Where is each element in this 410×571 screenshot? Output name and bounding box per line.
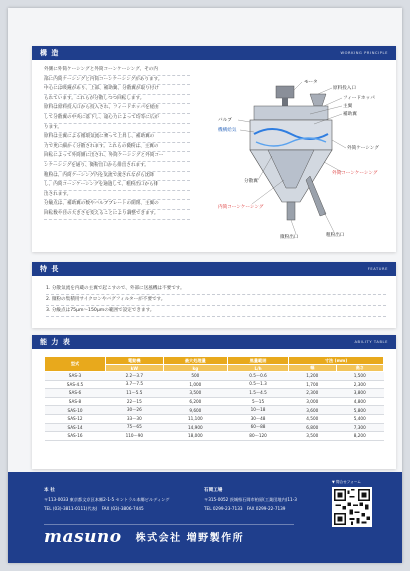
- features-title-en: FEATURE: [367, 267, 388, 271]
- table-cell: SAS-14: [45, 423, 106, 432]
- table-cell: 5,800: [336, 406, 383, 415]
- classifier-diagram: [214, 76, 394, 248]
- table-row: [45, 389, 384, 398]
- unit-airflow: L/h: [228, 365, 289, 372]
- label-main-blade: 主翼: [343, 104, 353, 109]
- company-name: 株式会社 増野製作所: [135, 533, 245, 544]
- col-dimensions: 寸法 (mm): [289, 357, 384, 365]
- table-cell: 80〜120: [228, 432, 289, 441]
- label-feed-inlet: 原料投入口: [333, 86, 356, 91]
- table-cell: 6,800: [289, 423, 336, 432]
- principle-line: 力で更に細かく分散されます。これらの微粉は、主翼の: [44, 143, 190, 153]
- principle-line: 回転数や径の大きさを変えることにより調整できます。: [44, 210, 190, 220]
- principle-title: 構 造: [40, 49, 60, 57]
- table-row: [45, 372, 384, 381]
- factory-title: 石岡工場: [204, 488, 223, 493]
- qr-label: ▼ 問合せフォーム: [332, 480, 361, 484]
- table-row: [45, 380, 384, 389]
- label-coarse-outlet: 粗粉出口: [326, 233, 345, 238]
- table-row: [45, 414, 384, 423]
- label-outer-cone: 外筒コーンケーシング: [332, 171, 378, 176]
- capacity-table: [44, 356, 384, 441]
- table-cell: 22〜15: [106, 397, 164, 406]
- capacity-title: 能 力 表: [40, 338, 71, 346]
- table-cell: 60〜88: [228, 423, 289, 432]
- hq-address: 〒113-0033 東京都文京区本郷2-1-5 セントラル本郷ビルディング: [44, 497, 170, 502]
- features-header: [32, 262, 396, 276]
- features-title: 特 長: [40, 265, 60, 273]
- table-cell: 3,500: [163, 389, 227, 398]
- principle-line: ンケーシングを通り、微粉出口から排出されます。: [44, 162, 190, 172]
- table-cell: 2,300: [289, 389, 336, 398]
- principle-line: 外側に外筒ケーシングと外筒コーンケーシング、その内: [44, 66, 190, 76]
- table-cell: 30〜48: [228, 414, 289, 423]
- features-list: [32, 276, 396, 317]
- table-cell: 2.2〜3.7: [106, 372, 164, 381]
- table-cell: 2,300: [336, 380, 383, 389]
- table-cell: SAS-3: [45, 372, 106, 381]
- principle-section: [32, 46, 396, 252]
- hq-phone: TEL (03)-3811-0111(代表) FAX (03)-3806-7445: [44, 506, 144, 511]
- table-cell: 75〜65: [106, 423, 164, 432]
- footer: [8, 472, 402, 563]
- table-cell: 11〜5.5: [106, 389, 164, 398]
- table-cell: 4,500: [289, 414, 336, 423]
- table-cell: 3,800: [336, 389, 383, 398]
- principle-line: 中心には吸鐘があり、上部、補助翼、分散翼が取り付け: [44, 85, 190, 95]
- label-valve: バルブ: [218, 118, 232, 123]
- shaft-shape: [282, 98, 288, 106]
- principle-header: [32, 46, 396, 60]
- principle-line: 原料は原料投入口から投入され、フィードホッパを経由: [44, 104, 190, 114]
- col-motor: 電動機: [106, 357, 164, 365]
- hq-title: 本 社: [44, 488, 55, 493]
- label-aux-blade: 補助翼: [343, 112, 357, 117]
- principle-line: して分散翼の中央に落下し、遠心力によって均等に広が: [44, 114, 190, 124]
- factory-phone: TEL 0299-23-7133 FAX 0299-22-7139: [204, 506, 286, 511]
- principle-line: 粗粉は、内筒ケーシング内を気流で流されながら沈降: [44, 172, 190, 182]
- table-cell: 33〜30: [106, 414, 164, 423]
- table-cell: 5,400: [336, 414, 383, 423]
- masuno-logo: masuno: [44, 526, 122, 547]
- principle-text: [44, 66, 190, 220]
- table-cell: 6,200: [163, 397, 227, 406]
- col-width: 幅: [289, 365, 336, 372]
- principle-line: 原料は主翼による循環気流に乗って上昇し、補助翼の: [44, 133, 190, 143]
- table-cell: 3,600: [289, 406, 336, 415]
- table-cell: 30〜26: [106, 406, 164, 415]
- table-cell: SAS-12: [45, 414, 106, 423]
- table-cell: 0.5〜1.3: [228, 380, 289, 389]
- principle-line: られています。これらが分散しつつ回転します。: [44, 95, 190, 105]
- capacity-section: [32, 335, 396, 469]
- feature-item: 3. 分級点は75μm〜150μmの範囲で設定できます。: [46, 306, 386, 317]
- table-cell: 4,800: [336, 397, 383, 406]
- motor-shape: [276, 86, 294, 98]
- table-cell: SAS-10: [45, 406, 106, 415]
- table-cell: 5〜15: [228, 397, 289, 406]
- col-max-capacity: 最大処理量: [163, 357, 227, 365]
- capacity-title-en: ABILITY TABLE: [354, 340, 388, 344]
- col-height: 高さ: [336, 365, 383, 372]
- table-cell: 11,100: [163, 414, 227, 423]
- table-cell: SAS-4.5: [45, 380, 106, 389]
- table-cell: 10〜18: [228, 406, 289, 415]
- capacity-header: [32, 335, 396, 349]
- factory-address: 〒315-0052 茨城県石岡市柏原(工業団地内)11-3: [204, 497, 297, 502]
- fine-outlet-pipe: [306, 176, 326, 216]
- table-row: [45, 397, 384, 406]
- label-fine-outlet: 微粉出口: [280, 235, 299, 240]
- label-outer-casing: 外筒ケーシング: [347, 146, 379, 151]
- table-cell: 1.5〜4.5: [228, 389, 289, 398]
- principle-line: 分級点は、補助翼の数やバルブプレートの開閉、主翼の: [44, 200, 190, 210]
- table-cell: 3,500: [289, 432, 336, 441]
- table-cell: 8,200: [336, 432, 383, 441]
- table-row: [45, 423, 384, 432]
- table-cell: 3.7〜7.5: [106, 380, 164, 389]
- table-cell: 500: [163, 372, 227, 381]
- feed-hopper-shape: [310, 94, 326, 106]
- table-row: [45, 406, 384, 415]
- table-cell: SAS-8: [45, 397, 106, 406]
- table-cell: 110〜90: [106, 432, 164, 441]
- brand-row: [44, 524, 294, 548]
- col-airflow: 風量範囲: [228, 357, 289, 365]
- label-air-inlet: 機構給気: [218, 128, 237, 133]
- principle-title-en: WORKING PRINCIPLE: [340, 51, 388, 55]
- table-cell: 1,500: [336, 372, 383, 381]
- top-housing-shape: [254, 106, 328, 120]
- table-cell: SAS-6: [45, 389, 106, 398]
- table-cell: 1,000: [163, 380, 227, 389]
- label-motor: モータ: [304, 80, 318, 85]
- table-cell: 1,200: [289, 372, 336, 381]
- label-feed-hopper: フィードホッパ: [343, 96, 375, 101]
- principle-line: 回転によって外筒側に出され、外筒ケーシングと外筒コー: [44, 152, 190, 162]
- capacity-table-body: [45, 372, 384, 441]
- principle-line: ります。: [44, 124, 190, 134]
- table-cell: SAS-16: [45, 432, 106, 441]
- principle-line: 部に内筒ケーシングと内筒コーンケーシングがあります。: [44, 76, 190, 86]
- coarse-outlet-pipe: [287, 202, 295, 220]
- principle-line: 出されます。: [44, 191, 190, 201]
- unit-motor: kW: [106, 365, 164, 372]
- qr-code-icon[interactable]: [332, 487, 372, 527]
- table-cell: 3,000: [289, 397, 336, 406]
- table-row: [45, 432, 384, 441]
- hq-info: [44, 486, 169, 513]
- table-cell: 1,700: [289, 380, 336, 389]
- label-disperser: 分散翼: [244, 179, 258, 184]
- table-cell: 0.5〜0.6: [228, 372, 289, 381]
- feature-item: 1. 分散気流を内蔵の主翼で起こすので、外部に送風機は不要です。: [46, 284, 386, 295]
- table-cell: 7,300: [336, 423, 383, 432]
- factory-info: [204, 486, 297, 513]
- col-model: 型式: [45, 357, 106, 372]
- principle-line: し、内筒コーンケーシングを通過して、粗粉出口から排: [44, 181, 190, 191]
- features-section: [32, 262, 396, 328]
- table-cell: 14,900: [163, 423, 227, 432]
- feature-item: 2. 微粉の集積用サイクロンやバグフィルターが不要です。: [46, 295, 386, 306]
- unit-capacity: kg: [163, 365, 227, 372]
- table-cell: 18,000: [163, 432, 227, 441]
- label-inner-cone: 内筒コーンケーシング: [218, 205, 264, 210]
- table-cell: 9,600: [163, 406, 227, 415]
